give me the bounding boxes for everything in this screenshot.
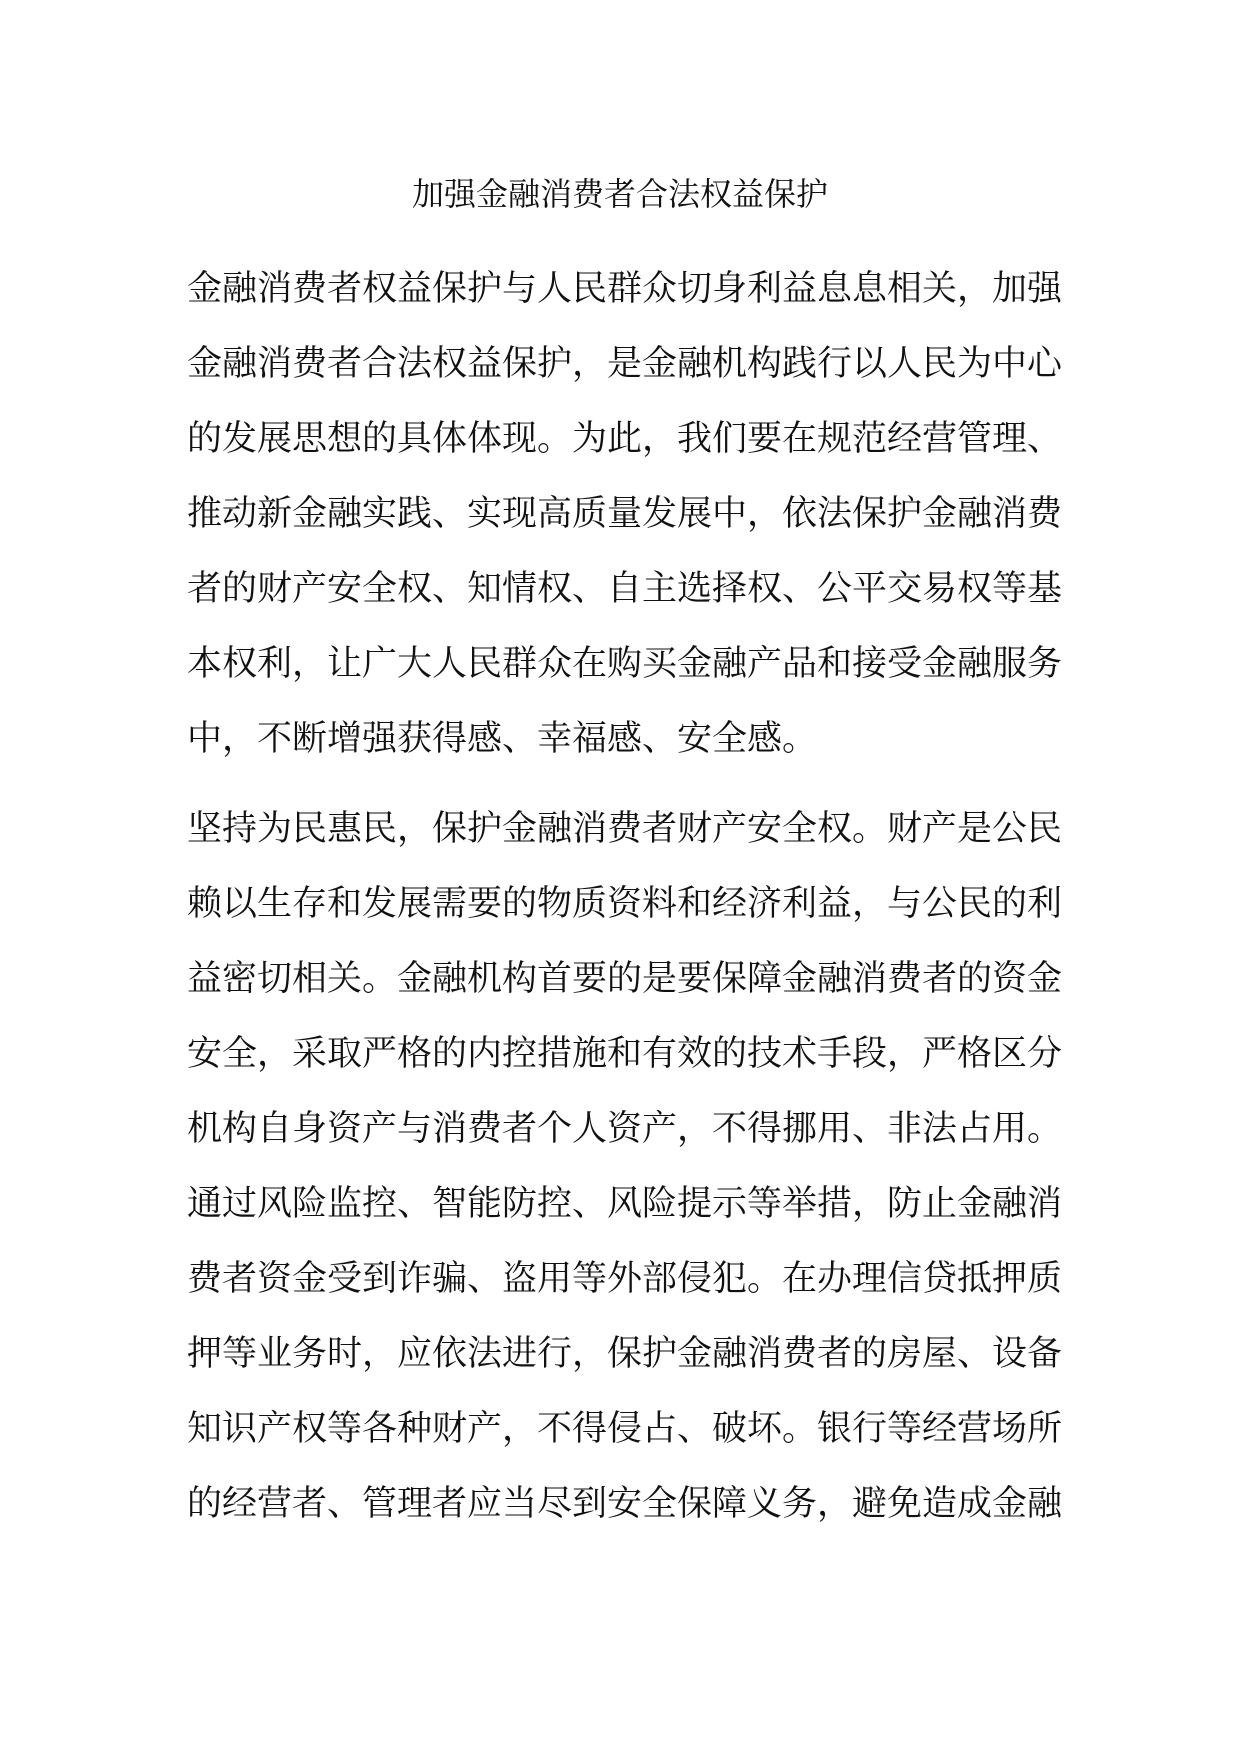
- text-line: 赖以生存和发展需要的物质资料和经济利益，与公民的利: [187, 884, 1063, 924]
- text-line: 坚持为民惠民，保护金融消费者财产安全权。财产是公民: [187, 809, 1063, 849]
- text-line: 的发展思想的具体体现。为此，我们要在规范经营管理、: [187, 419, 1063, 459]
- paragraph-2: [187, 792, 1067, 1542]
- text-line: 本权利，让广大人民群众在购买金融产品和接受金融服务: [187, 644, 1063, 684]
- text-line: 者的财产安全权、知情权、自主选择权、公平交易权等基: [187, 569, 1063, 609]
- paragraph-1: [187, 252, 1067, 777]
- text-line: 费者资金受到诈骗、盗用等外部侵犯。在办理信贷抵押质: [187, 1259, 1063, 1299]
- text-line: 中，不断增强获得感、幸福感、安全感。: [187, 719, 818, 759]
- text-line: 的经营者、管理者应当尽到安全保障义务，避免造成金融: [187, 1484, 1063, 1524]
- text-line: 益密切相关。金融机构首要的是要保障金融消费者的资金: [187, 959, 1063, 999]
- text-line: 知识产权等各种财产，不得侵占、破坏。银行等经营场所: [187, 1409, 1063, 1449]
- text-line: 金融消费者合法权益保护，是金融机构践行以人民为中心: [187, 344, 1063, 384]
- text-line: 通过风险监控、智能防控、风险提示等举措，防止金融消: [187, 1184, 1063, 1224]
- document-title: 加强金融消费者合法权益保护: [411, 175, 828, 213]
- text-line: 押等业务时，应依法进行，保护金融消费者的房屋、设备: [187, 1334, 1063, 1374]
- text-line: 推动新金融实践、实现高质量发展中，依法保护金融消费: [187, 494, 1063, 534]
- text-line: 机构自身资产与消费者个人资产，不得挪用、非法占用。: [187, 1109, 1063, 1149]
- text-line: 安全，采取严格的内控措施和有效的技术手段，严格区分: [187, 1034, 1063, 1074]
- text-line: 金融消费者权益保护与人民群众切身利益息息相关，加强: [187, 269, 1063, 309]
